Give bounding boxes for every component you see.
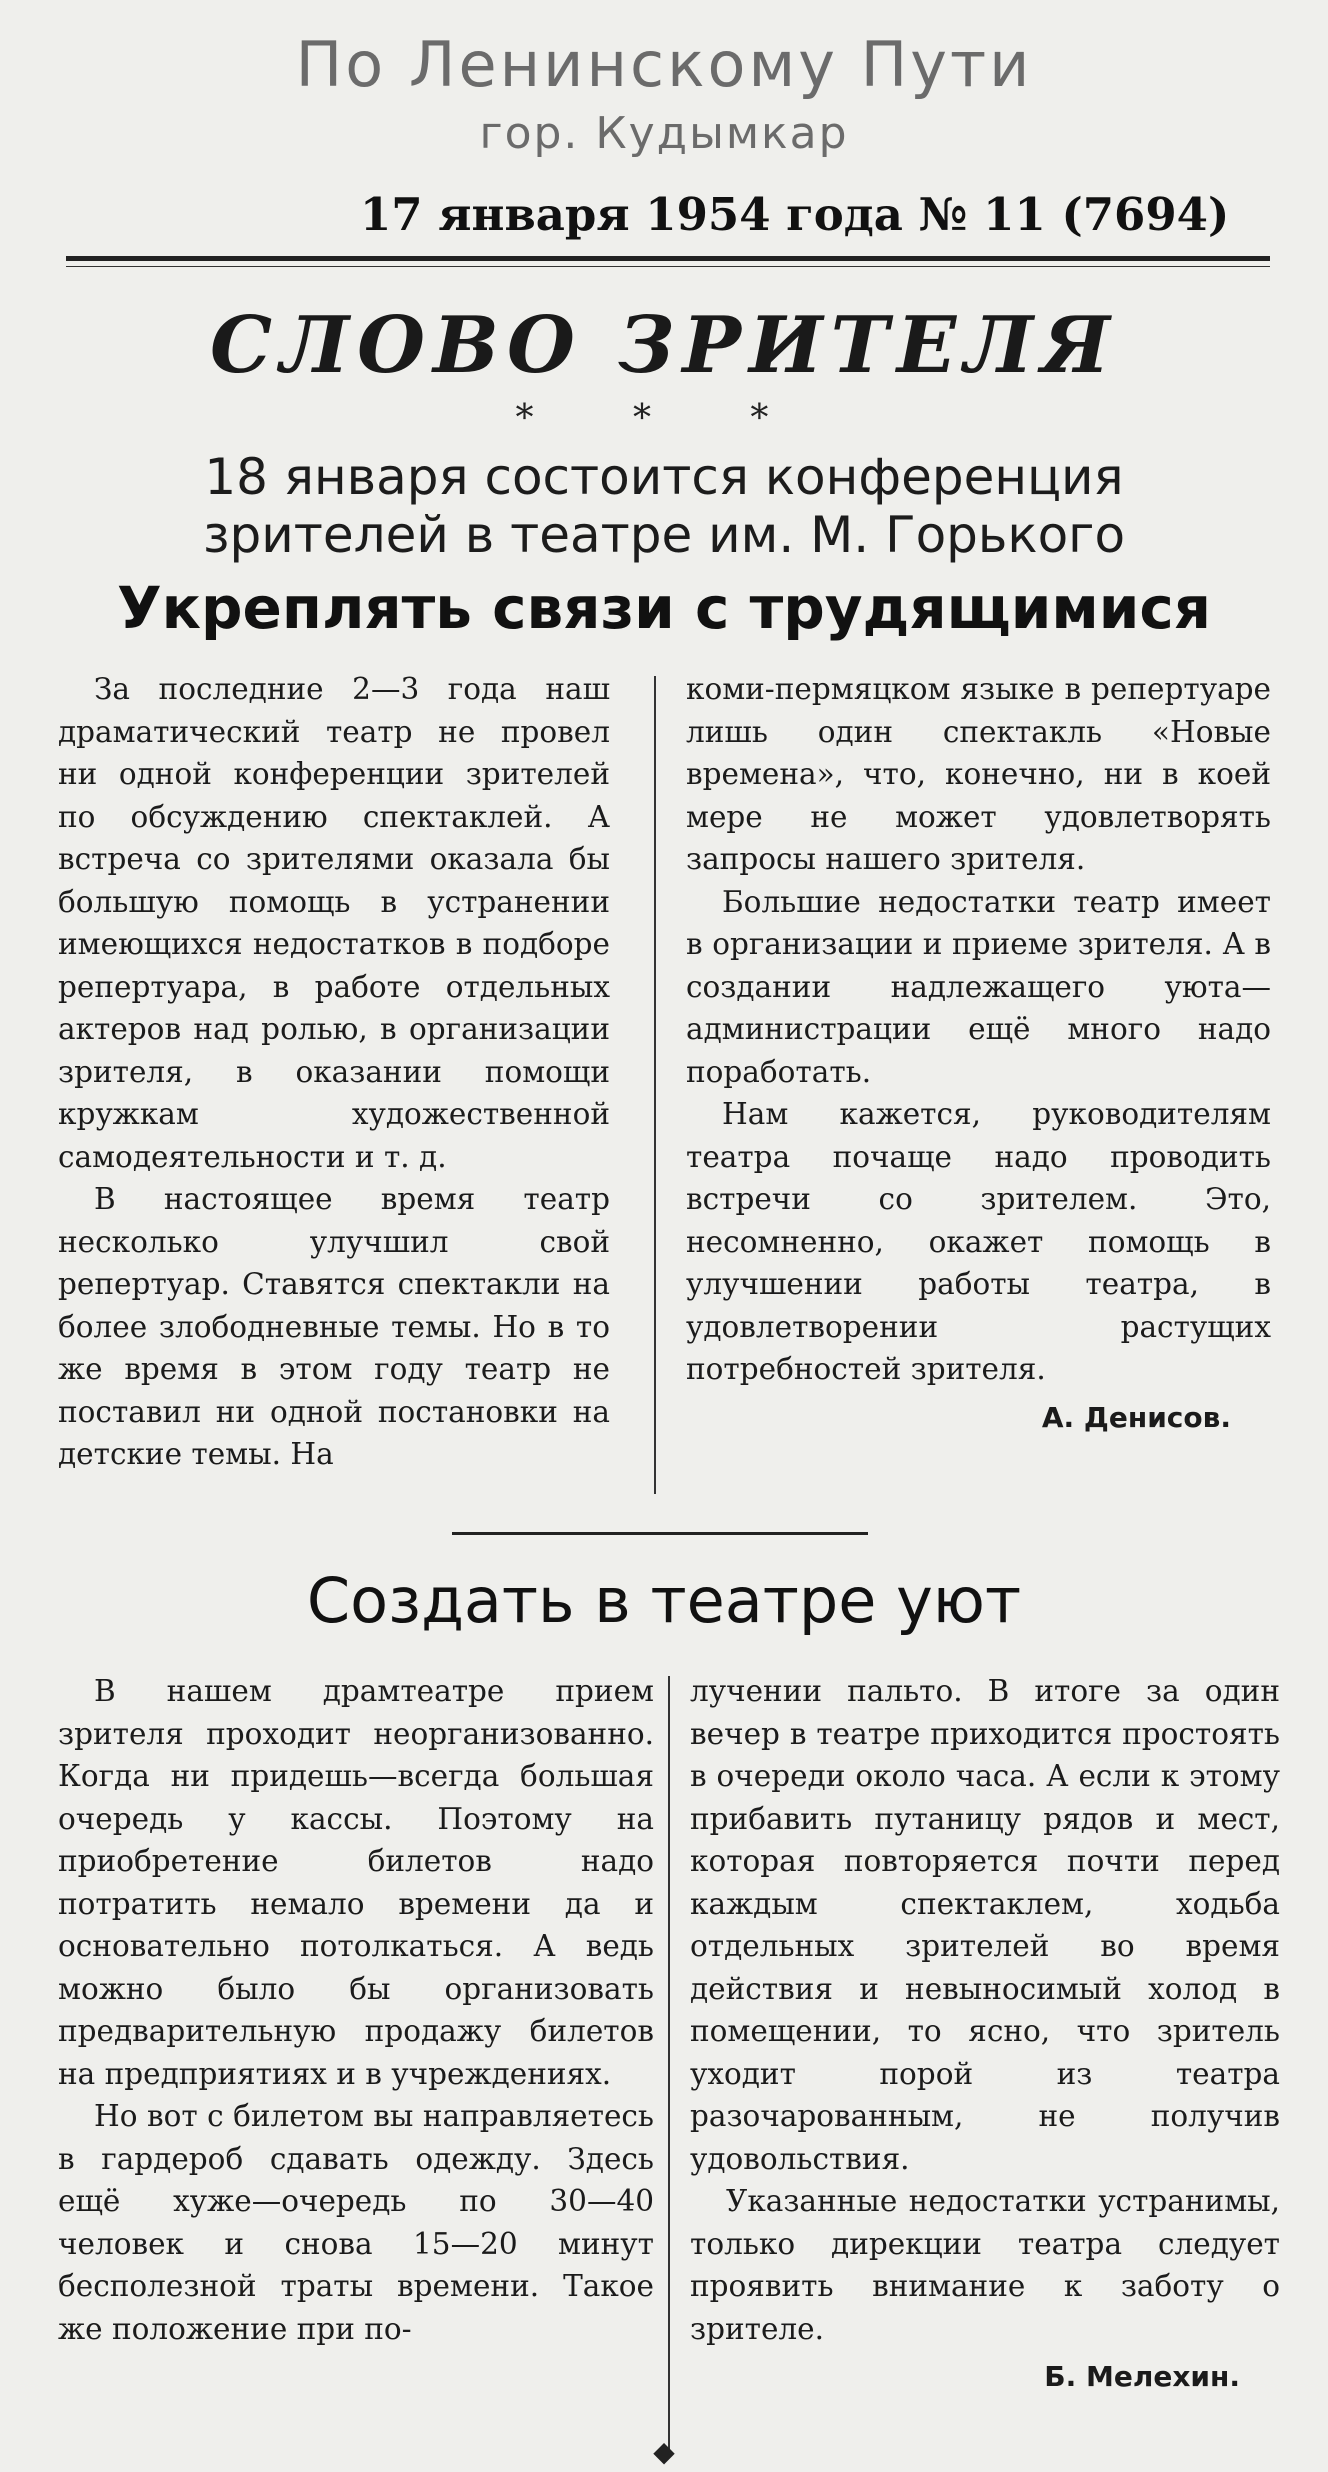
newspaper-name-stamp: По Ленинскому Пути	[295, 28, 1033, 101]
paragraph: В настоящее время театр несколько улучшил свой репертуар. Ставятся спектакли на более злободневные темы. Но в то же время в этом году театр не поставил ни одной постановки на детские темы. На	[58, 1182, 610, 1471]
announcement-line-1: 18 января состоится конференция	[204, 448, 1124, 506]
stars-ornament: * * *	[515, 398, 813, 439]
announcement-line-2: зрителей в театре им. М. Горького	[202, 506, 1126, 564]
column-divider	[668, 1676, 670, 2454]
article-2-headline: Создать в театре уют	[306, 1564, 1022, 1637]
article-1-left-column	[58, 668, 610, 1476]
column-divider	[654, 676, 656, 1494]
article-1-right-column	[686, 668, 1271, 1439]
header-rule-thin	[66, 266, 1270, 267]
article-2-right-column	[690, 1670, 1280, 2399]
paragraph: Указанные недостатки устранимы, только дирекции театра следует проявить внимание к заботу о зрителе.	[690, 2184, 1280, 2346]
paragraph: Большие недостатки театр имеет в организации и приеме зрителя. А в создании надлежащего уюта—администрации ещё много надо поработать.	[686, 884, 1271, 1089]
article-1-signature: А. Денисов.	[1041, 1400, 1231, 1434]
article-separator	[452, 1532, 868, 1535]
paragraph: лучении пальто. В итоге за один вечер в театре приходится простоять в очереди около часа. А если к этому прибавить путаницу рядов и мест, которая повторяется почти перед каждым спектаклем, ходьба отдельных зрителей во время действия и невыносимый холод в помещении, то ясно, что зритель уходит порой из театра разочарованным, не получив удовольствия.	[690, 1674, 1280, 2176]
paragraph: Нам кажется, руководителям театра почаще надо проводить встречи со зрителем. Это, несомненно, окажет помощь в улучшении работы театра, в удовлетворении растущих потребностей зрителя.	[686, 1097, 1271, 1386]
paragraph: коми-пермяцком языке в репертуаре лишь один спектакль «Новые времена», что, конечно, ни в коей мере не может удовлетворять запросы нашего зрителя.	[686, 672, 1271, 876]
header-rule	[66, 256, 1270, 261]
newspaper-city-stamp: гор. Кудымкар	[479, 108, 849, 159]
article-1-headline: Укреплять связи с трудящимися	[116, 574, 1212, 642]
diamond-ornament-icon: ◆	[653, 2435, 675, 2468]
paragraph: В нашем драмтеатре прием зрителя проходит неорганизованно. Когда ни придешь—всегда большая очередь у кассы. Поэтому на приобретение билетов надо потратить немало времени да и основательно потолкаться. А ведь можно было бы организовать предварительную продажу билетов на предприятиях и в учреждениях.	[58, 1674, 654, 2091]
article-2-left-column	[58, 1670, 654, 2350]
section-title: СЛОВО ЗРИТЕЛЯ	[210, 300, 1118, 391]
article-2-signature: Б. Мелехин.	[1044, 2360, 1240, 2393]
paragraph: Но вот с билетом вы направляетесь в гардероб сдавать одежду. Здесь ещё хуже—очередь по 30—40 человек и снова 15—20 минут бесполезной траты времени. Такое же положение при по-	[58, 2099, 654, 2346]
issue-date: 17 января 1954 года № 11 (7694)	[360, 188, 1230, 241]
paragraph: За последние 2—3 года наш драматический театр не провел ни одной конференции зрителей по обсуждению спектаклей. А встреча со зрителями оказала бы большую помощь в устранении имеющихся недостатков в подборе репертуара, в работе отдельных актеров над ролью, в организации зрителя, в оказании помощи кружкам художественной самодеятельности и т. д.	[58, 672, 610, 1174]
